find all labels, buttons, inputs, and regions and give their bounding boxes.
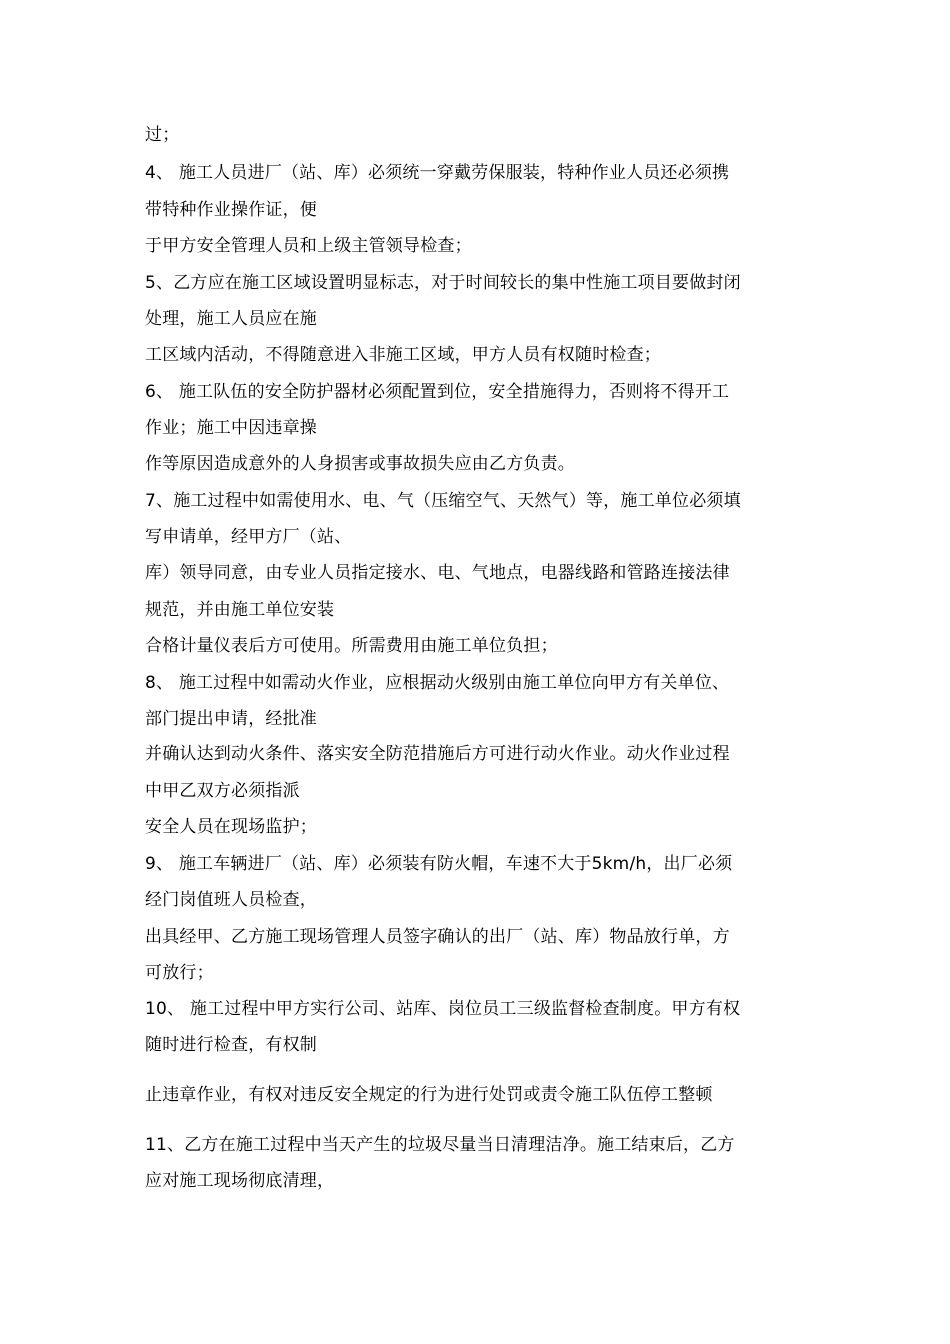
text-line: 10、 施工过程中甲方实行公司、站库、岗位员工三级监督检查制度。甲方有权: [145, 999, 741, 1019]
text-line: 于甲方安全管理人员和上级主管领导检查；: [145, 236, 472, 256]
text-line: 经门岗值班人员检查，: [145, 890, 317, 910]
text-line: 8、 施工过程中如需动火作业，应根据动火级别由施工单位向甲方有关单位、: [145, 673, 730, 693]
text-line: 可放行；: [145, 963, 214, 983]
text-line: 6、 施工队伍的安全防护器材必须配置到位，安全措施得力，否则将不得开工: [145, 382, 730, 402]
text-line: 并确认达到动火条件、落实安全防范措施后方可进行动火作业。动火作业过程: [145, 744, 730, 764]
text-line: 库）领导同意，由专业人员指定接水、电、气地点，电器线路和管路连接法律: [145, 563, 730, 583]
text-line: 规范，并由施工单位安装: [145, 600, 335, 620]
text-line: 部门提出申请，经批准: [145, 709, 317, 729]
text-line: 出具经甲、乙方施工现场管理人员签字确认的出厂（站、库）物品放行单，方: [145, 927, 730, 947]
text-line: 中甲乙双方必须指派: [145, 781, 300, 801]
text-line: 作业；施工中因违章操: [145, 418, 317, 438]
text-line: 带特种作业操作证，便: [145, 200, 317, 220]
text-line: 工区域内活动，不得随意进入非施工区域，甲方人员有权随时检查；: [145, 345, 661, 365]
text-line: 合格计量仪表后方可使用。所需费用由施工单位负担；: [145, 636, 558, 656]
text-line: 处理，施工人员应在施: [145, 309, 317, 329]
text-line: 随时进行检查，有权制: [145, 1035, 317, 1055]
text-line: 应对施工现场彻底清理，: [145, 1171, 335, 1191]
text-line: 写申请单，经甲方厂（站、: [145, 527, 352, 547]
text-line: 5、乙方应在施工区域设置明显标志，对于时间较长的集中性施工项目要做封闭: [145, 273, 741, 293]
text-line: 11、乙方在施工过程中当天产生的垃圾尽量当日清理洁净。施工结束后，乙方: [145, 1135, 735, 1155]
text-line: 9、 施工车辆进厂（站、库）必须装有防火帽，车速不大于5km/h，出厂必须: [145, 854, 733, 874]
text-line: 止违章作业，有权对违反安全规定的行为进行处罚或责令施工队伍停工整顿: [145, 1085, 713, 1105]
text-line: 7、施工过程中如需使用水、电、气（压缩空气、天然气）等，施工单位必须填: [145, 491, 741, 511]
text-line: 作等原因造成意外的人身损害或事故损失应由乙方负责。: [145, 454, 575, 474]
text-line: 4、 施工人员进厂（站、库）必须统一穿戴劳保服装，特种作业人员还必须携: [145, 163, 730, 183]
text-line: 过；: [145, 125, 180, 145]
text-line: 安全人员在现场监护；: [145, 817, 317, 837]
